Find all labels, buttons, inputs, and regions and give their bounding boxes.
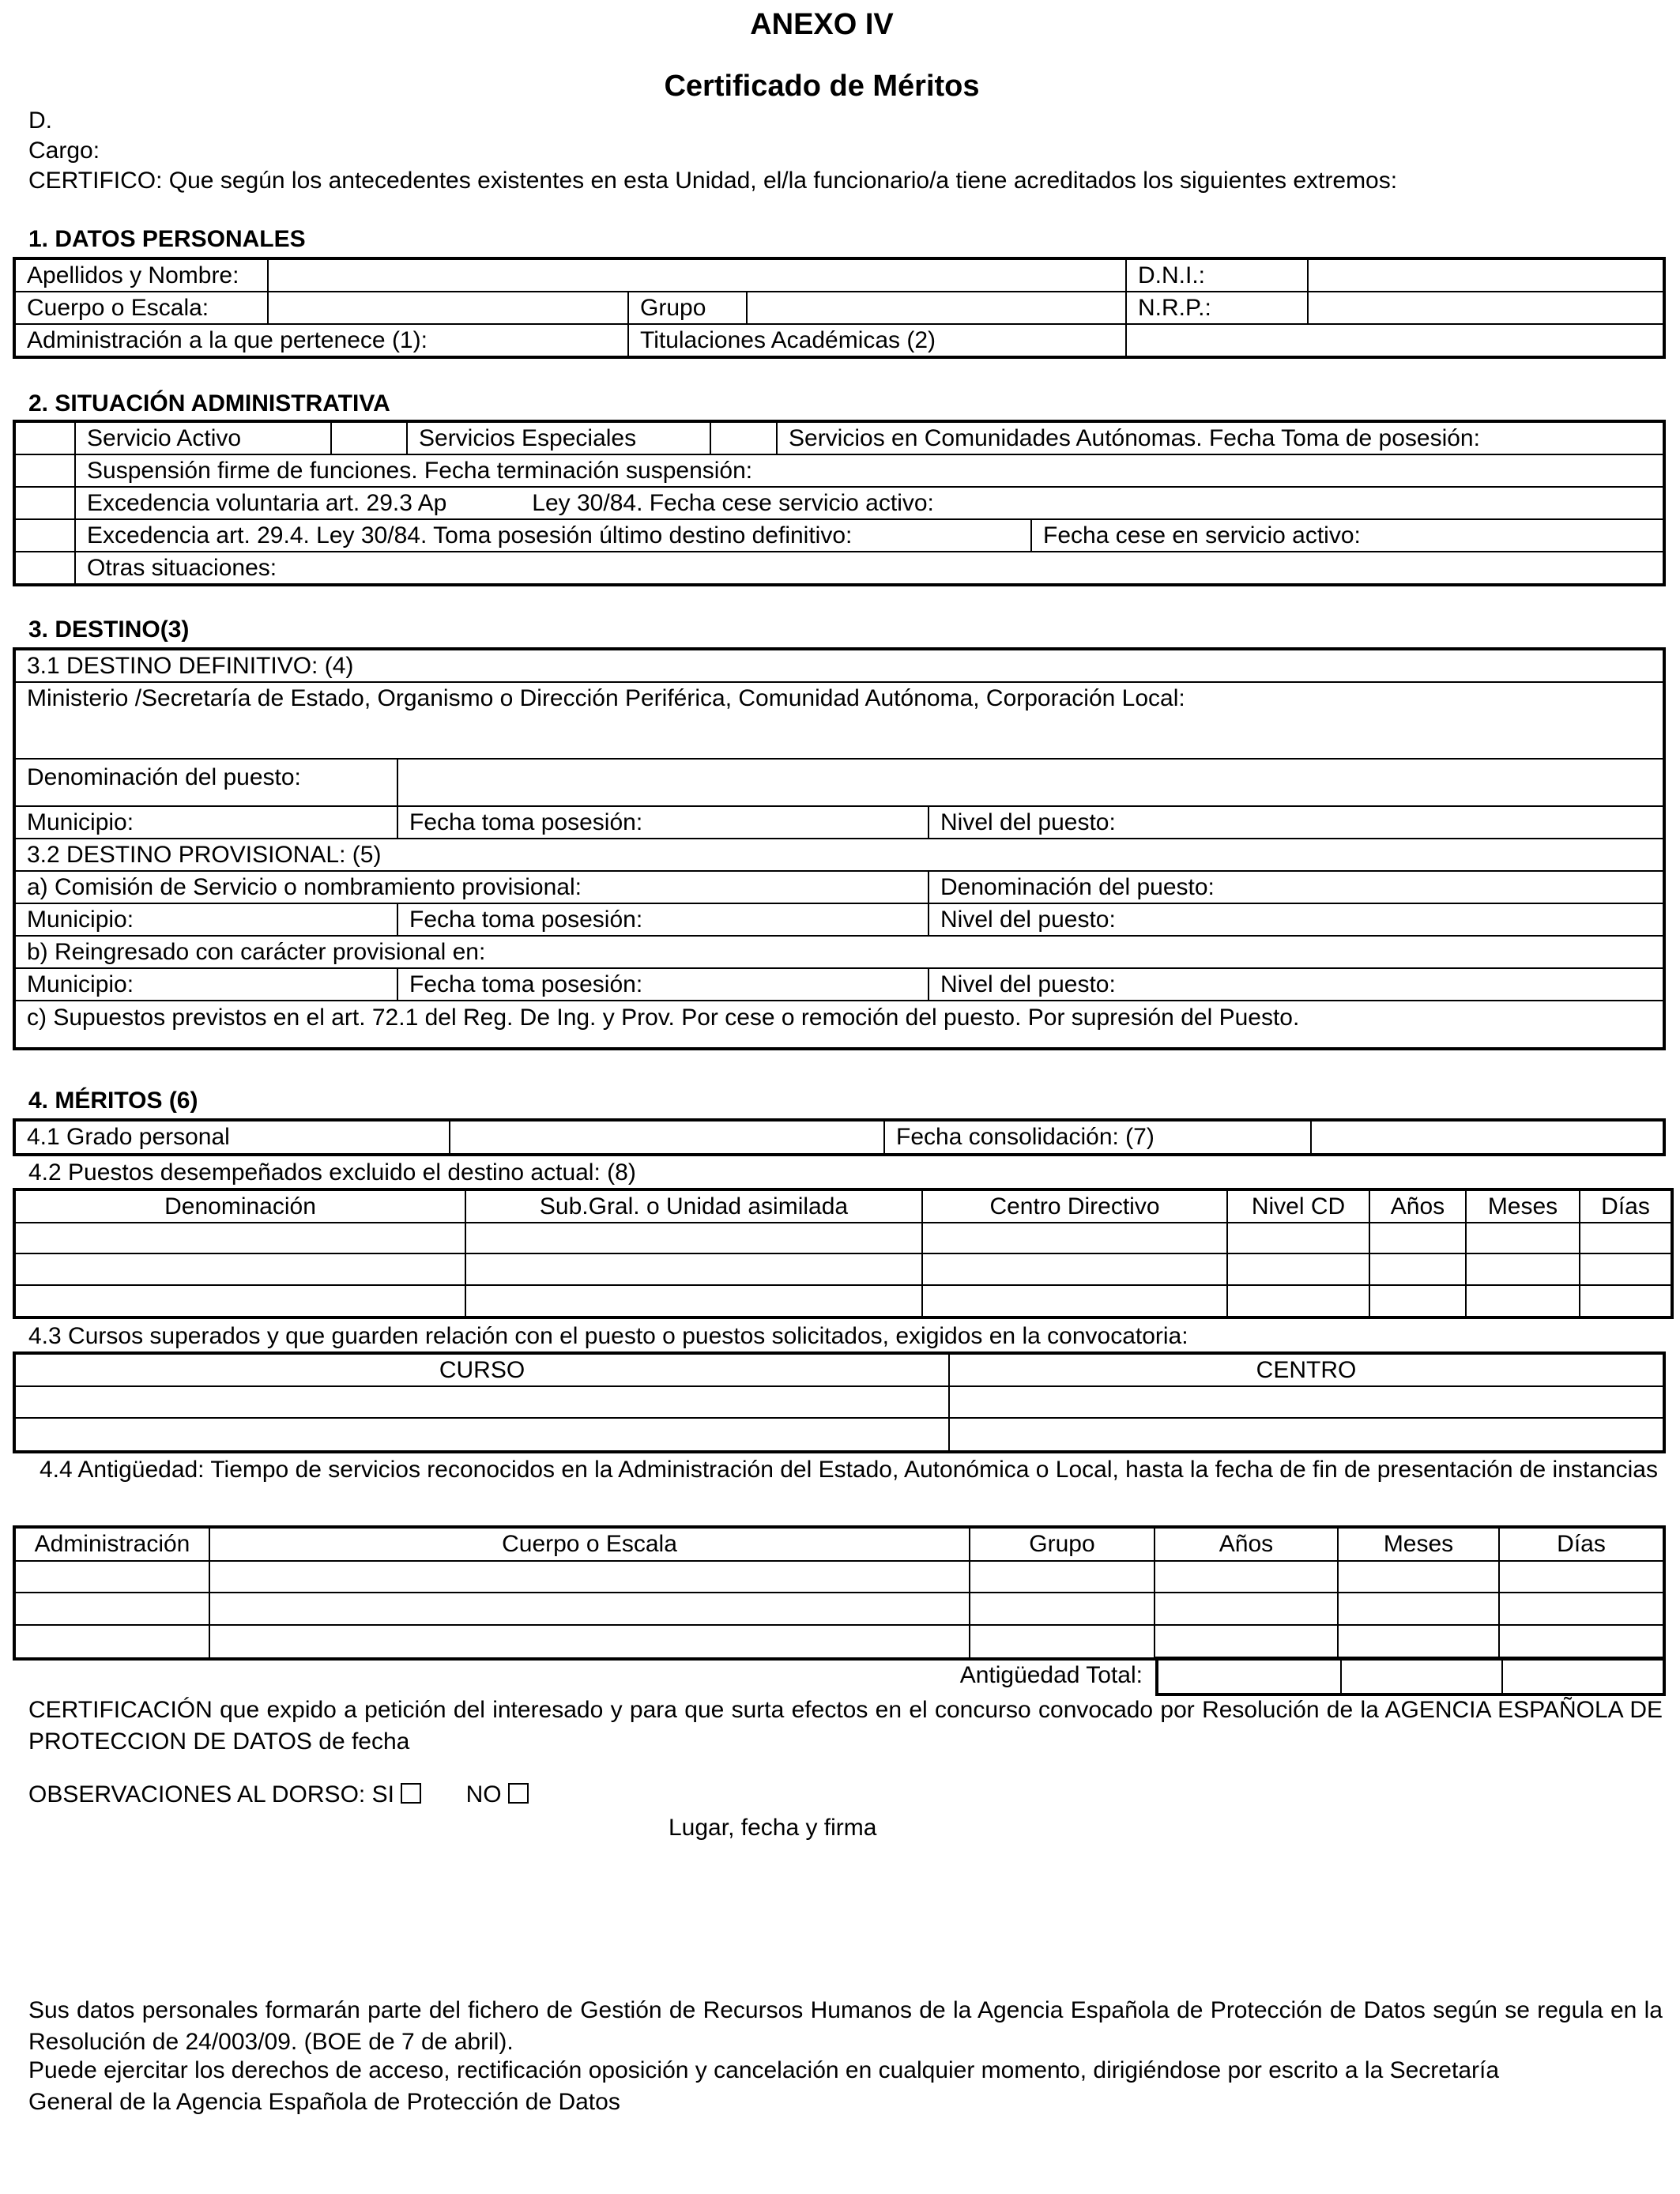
grupo-field[interactable]	[747, 292, 1126, 324]
table-cell[interactable]	[1580, 1223, 1671, 1253]
table-cell[interactable]	[1466, 1285, 1580, 1317]
cuerpo-field[interactable]	[268, 292, 628, 324]
table-cell[interactable]	[1466, 1253, 1580, 1285]
apellidos-label: Apellidos y Nombre:	[15, 259, 268, 292]
excedencia-vol-label	[75, 487, 1663, 519]
table-cell[interactable]	[1227, 1253, 1369, 1285]
excedencia-vol-checkbox[interactable]	[15, 487, 75, 519]
puestos-header-meses: Meses	[1466, 1190, 1580, 1223]
observaciones-row	[28, 1781, 529, 1808]
table-cell[interactable]	[922, 1285, 1227, 1317]
excedencia-294-label: Excedencia art. 29.4. Ley 30/84. Toma posesión último destino definitivo:	[75, 519, 1031, 552]
excedencia-294-checkbox[interactable]	[15, 519, 75, 552]
puestos-header-dias: Días	[1580, 1190, 1671, 1223]
total-meses-field[interactable]	[1341, 1659, 1502, 1694]
antiguedad-header-cuerpo: Cuerpo o Escala	[209, 1528, 970, 1561]
situacion-table	[14, 421, 1664, 585]
table-row	[15, 1386, 1663, 1418]
antiguedad-header-administracion: Administración	[15, 1528, 209, 1561]
especiales-label: Servicios Especiales	[407, 422, 710, 454]
table-cell[interactable]	[970, 1625, 1155, 1658]
certifico-text: CERTIFICO: Que según los antecedentes existentes en esta Unidad, el/la funcionario/a tiene acreditados los siguientes extremos:	[28, 168, 1398, 194]
table-cell[interactable]	[1227, 1285, 1369, 1317]
cuerpo-label: Cuerpo o Escala:	[15, 292, 268, 324]
fecha-toma-label-1: Fecha toma posesión:	[397, 806, 929, 839]
table-cell[interactable]	[970, 1561, 1155, 1593]
document-title: Certificado de Méritos	[664, 70, 980, 103]
table-cell[interactable]	[1580, 1253, 1671, 1285]
puestos-header-anos: Años	[1369, 1190, 1466, 1223]
table-cell[interactable]	[1580, 1285, 1671, 1317]
comision-label: a) Comisión de Servicio o nombramiento provisional:	[15, 871, 929, 903]
titulaciones-label: Titulaciones Académicas (2)	[628, 324, 1126, 356]
si-checkbox[interactable]	[401, 1783, 421, 1804]
d-label: D.	[28, 107, 52, 134]
table-cell[interactable]	[15, 1285, 465, 1317]
table-cell[interactable]	[970, 1593, 1155, 1625]
nivel-label-3: Nivel del puesto:	[929, 968, 1663, 1001]
table-cell[interactable]	[1155, 1625, 1338, 1658]
table-cell[interactable]	[465, 1223, 922, 1253]
titulaciones-field[interactable]	[1126, 324, 1663, 356]
no-checkbox[interactable]	[508, 1783, 529, 1804]
fecha-toma-label-3: Fecha toma posesión:	[397, 968, 929, 1001]
table-row	[15, 1593, 1663, 1625]
annex-heading: ANEXO IV	[750, 8, 894, 41]
table-cell[interactable]	[465, 1253, 922, 1285]
reingresado-label: b) Reingresado con carácter provisional en:	[15, 936, 1663, 968]
table-cell[interactable]	[209, 1625, 970, 1658]
activo-label: Servicio Activo	[75, 422, 331, 454]
no-label: NO	[465, 1781, 502, 1808]
table-cell[interactable]	[1338, 1593, 1499, 1625]
consolidacion-field[interactable]	[1311, 1121, 1663, 1154]
table-cell[interactable]	[15, 1253, 465, 1285]
table-cell[interactable]	[15, 1593, 209, 1625]
antiguedad-total-label: Antigüedad Total:	[959, 1662, 1143, 1688]
fecha-toma-label-2: Fecha toma posesión:	[397, 903, 929, 936]
table-cell[interactable]	[1338, 1625, 1499, 1658]
antiguedad-header-dias: Días	[1499, 1528, 1663, 1561]
supuestos-label: c) Supuestos previstos en el art. 72.1 del Reg. De Ing. y Prov. Por cese o remoción del puesto. Por supresión del Puesto.	[15, 1001, 1663, 1048]
apellidos-field[interactable]	[268, 259, 1126, 292]
grado-table	[14, 1120, 1664, 1155]
table-cell[interactable]	[15, 1625, 209, 1658]
dni-field[interactable]	[1308, 259, 1663, 292]
comunidades-label: Servicios en Comunidades Autónomas. Fecha Toma de posesión:	[777, 422, 1663, 454]
table-cell[interactable]	[1369, 1223, 1466, 1253]
table-cell[interactable]	[1155, 1593, 1338, 1625]
fecha-cese-label: Fecha cese en servicio activo:	[1031, 519, 1663, 552]
antiguedad-header-meses: Meses	[1338, 1528, 1499, 1561]
table-cell[interactable]	[1499, 1561, 1663, 1593]
nivel-label-2: Nivel del puesto:	[929, 903, 1663, 936]
table-row	[15, 1223, 1671, 1253]
comunidades-checkbox[interactable]	[710, 422, 777, 454]
table-cell[interactable]	[209, 1561, 970, 1593]
otras-checkbox[interactable]	[15, 552, 75, 584]
certificacion-text: CERTIFICACIÓN que expido a petición del interesado y para que surta efectos en el concurso convocado por Resolución de la AGENCIA ESPAÑOLA DE PROTECCION DE DATOS de fecha	[28, 1697, 1663, 1755]
suspension-label: Suspensión firme de funciones. Fecha terminación suspensión:	[75, 454, 1663, 487]
antiguedad-total-table	[1157, 1658, 1664, 1695]
antiguedad-title: 4.4 Antigüedad: Tiempo de servicios reconocidos en la Administración del Estado, Autonómica o Local, hasta la fecha de fin de presentación de instancias	[40, 1457, 1658, 1483]
table-cell[interactable]	[15, 1418, 949, 1451]
puestos-header-centro: Centro Directivo	[922, 1190, 1227, 1223]
antiguedad-header-grupo: Grupo	[970, 1528, 1155, 1561]
provisional-label: 3.2 DESTINO PROVISIONAL: (5)	[15, 839, 1663, 871]
nrp-field[interactable]	[1308, 292, 1663, 324]
grado-label: 4.1 Grado personal	[15, 1121, 450, 1154]
dni-label: D.N.I.:	[1126, 259, 1308, 292]
grado-field[interactable]	[450, 1121, 884, 1154]
section-3-title: 3. DESTINO(3)	[28, 616, 190, 643]
ministerio-field[interactable]	[15, 714, 1663, 759]
denominacion-field[interactable]	[397, 759, 1663, 806]
municipio-label-2: Municipio:	[15, 903, 397, 936]
administracion-label: Administración a la que pertenece (1):	[15, 324, 628, 356]
antiguedad-header-anos: Años	[1155, 1528, 1338, 1561]
table-cell[interactable]	[15, 1386, 949, 1418]
table-cell[interactable]	[15, 1561, 209, 1593]
rights-notice: Puede ejercitar los derechos de acceso, rectificación oposición y cancelación en cualquier momento, dirigiéndose por escrito a la Secretaría General de la Agencia Española de Protección de Datos	[28, 2057, 1500, 2115]
municipio-label-3: Municipio:	[15, 968, 397, 1001]
municipio-label-1: Municipio:	[15, 806, 397, 839]
activo-checkbox[interactable]	[15, 422, 75, 454]
section-4-title: 4. MÉRITOS (6)	[28, 1088, 198, 1114]
denominacion-label: Denominación del puesto:	[15, 759, 397, 806]
puestos-title: 4.2 Puestos desempeñados excluido el destino actual: (8)	[28, 1159, 636, 1186]
suspension-checkbox[interactable]	[15, 454, 75, 487]
table-row	[15, 1561, 1663, 1593]
excedencia-vol-text: Excedencia voluntaria art. 29.3 Ap	[87, 489, 447, 516]
table-cell[interactable]	[1466, 1223, 1580, 1253]
table-cell[interactable]	[15, 1223, 465, 1253]
cargo-label: Cargo:	[28, 138, 100, 164]
cursos-table	[14, 1353, 1664, 1452]
table-cell[interactable]	[1499, 1593, 1663, 1625]
destino-table	[14, 649, 1664, 1049]
table-cell[interactable]	[1369, 1285, 1466, 1317]
total-anos-field[interactable]	[1158, 1659, 1341, 1694]
cursos-title: 4.3 Cursos superados y que guarden relación con el puesto o puestos solicitados, exigidos en la convocatoria:	[28, 1323, 1188, 1349]
especiales-checkbox[interactable]	[331, 422, 407, 454]
puestos-header-subgral: Sub.Gral. o Unidad asimilada	[465, 1190, 922, 1223]
datos-personales-table	[14, 258, 1664, 357]
nivel-label-1: Nivel del puesto:	[929, 806, 1663, 839]
lugar-fecha-firma: Lugar, fecha y firma	[669, 1815, 877, 1841]
table-cell[interactable]	[1499, 1625, 1663, 1658]
table-row	[15, 1418, 1663, 1451]
denominacion-label-2: Denominación del puesto:	[929, 871, 1663, 903]
table-cell[interactable]	[1155, 1561, 1338, 1593]
otras-label: Otras situaciones:	[75, 552, 1663, 584]
cursos-header-centro: CENTRO	[949, 1354, 1663, 1386]
table-row	[15, 1285, 1671, 1317]
table-cell[interactable]	[209, 1593, 970, 1625]
table-cell[interactable]	[1227, 1223, 1369, 1253]
total-dias-field[interactable]	[1502, 1659, 1663, 1694]
section-2-title: 2. SITUACIÓN ADMINISTRATIVA	[28, 390, 390, 417]
consolidacion-label: Fecha consolidación: (7)	[884, 1121, 1311, 1154]
table-cell[interactable]	[949, 1418, 1663, 1451]
observaciones-label: OBSERVACIONES AL DORSO: SI	[28, 1781, 394, 1808]
section-1-title: 1. DATOS PERSONALES	[28, 226, 306, 252]
table-cell[interactable]	[949, 1386, 1663, 1418]
table-cell[interactable]	[922, 1253, 1227, 1285]
puestos-header-nivel: Nivel CD	[1227, 1190, 1369, 1223]
privacy-notice: Sus datos personales formarán parte del fichero de Gestión de Recursos Humanos de la Agencia Española de Protección de Datos según se regula en la Resolución de 24/003/09. (BOE de 7 de abril).	[28, 1997, 1663, 2055]
excedencia-vol-ley: Ley 30/84. Fecha cese servicio activo:	[532, 489, 934, 516]
puestos-header-denominacion: Denominación	[15, 1190, 465, 1223]
cursos-header-curso: CURSO	[15, 1354, 949, 1386]
table-cell[interactable]	[922, 1223, 1227, 1253]
antiguedad-table	[14, 1527, 1664, 1659]
table-row	[15, 1253, 1671, 1285]
puestos-table	[14, 1189, 1672, 1318]
table-cell[interactable]	[1369, 1253, 1466, 1285]
ministerio-label: Ministerio /Secretaría de Estado, Organismo o Dirección Periférica, Comunidad Autónoma, Corporación Local:	[15, 682, 1663, 714]
table-row	[15, 1625, 1663, 1658]
grupo-label: Grupo	[628, 292, 747, 324]
table-cell[interactable]	[1338, 1561, 1499, 1593]
table-cell[interactable]	[465, 1285, 922, 1317]
nrp-label: N.R.P.:	[1126, 292, 1308, 324]
definitivo-label: 3.1 DESTINO DEFINITIVO: (4)	[15, 650, 1663, 682]
